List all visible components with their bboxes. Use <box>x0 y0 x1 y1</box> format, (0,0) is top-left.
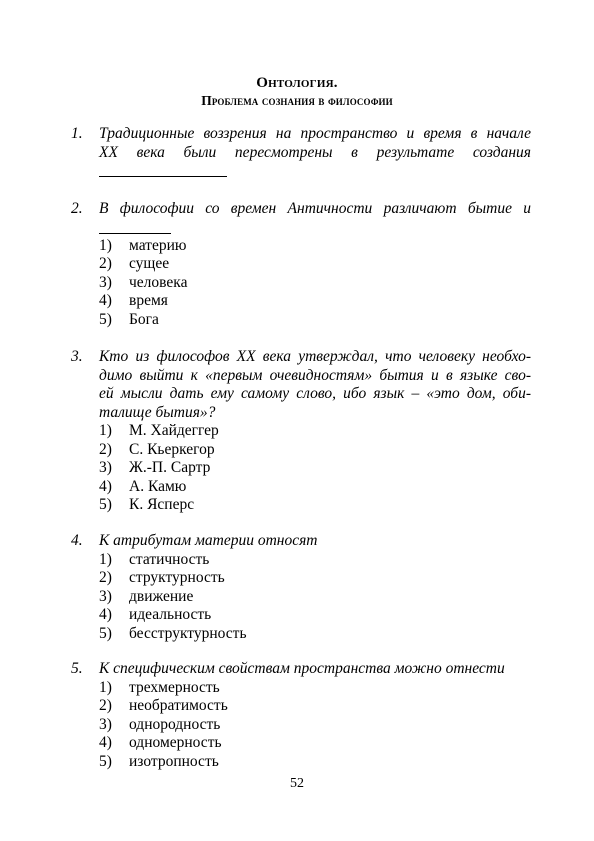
option-text: бесструктурность <box>129 624 247 642</box>
option-number: 3) <box>99 273 112 291</box>
option-number: 4) <box>99 292 112 310</box>
question-5 <box>71 660 531 771</box>
option-number: 2) <box>99 255 112 273</box>
option-text: С. Кьеркегор <box>129 440 215 458</box>
option-text: однородность <box>129 715 221 733</box>
option-item <box>99 606 531 625</box>
question-line: Кто из философов XX века утверждал, что человеку необхо- <box>99 348 531 365</box>
question-line: К атрибутам материи относят <box>99 532 318 549</box>
option-item <box>99 679 531 698</box>
option-text: М. Хайдеггер <box>129 422 219 439</box>
option-number: 3) <box>99 715 112 733</box>
option-item <box>99 292 531 311</box>
title-block <box>0 74 594 110</box>
page-title: Онтология. <box>256 75 338 91</box>
question-line: XX века были пересмотрены в результате создания <box>99 143 531 161</box>
option-text: изотропность <box>129 752 219 770</box>
option-list <box>99 422 531 515</box>
option-item <box>99 459 531 478</box>
option-number: 4) <box>99 477 112 495</box>
question-text <box>99 532 531 551</box>
question-line: ей мысли дать ему самому слово, ибо язык – «это дом, оби- <box>99 385 531 402</box>
option-text: структурность <box>129 569 225 587</box>
question-4 <box>71 532 531 643</box>
question-text <box>99 348 531 422</box>
option-item <box>99 255 531 274</box>
option-number: 2) <box>99 697 112 715</box>
option-text: Бога <box>129 310 159 328</box>
option-text: необратимость <box>129 697 228 715</box>
option-item <box>99 478 531 497</box>
question-line: Традиционные воззрения на пространство и время в начале <box>99 125 531 142</box>
option-item <box>99 734 531 753</box>
option-number: 5) <box>99 496 112 514</box>
option-text: время <box>129 292 168 310</box>
question-1 <box>71 125 531 182</box>
option-number: 4) <box>99 734 112 752</box>
option-text: человека <box>129 273 188 291</box>
option-number: 4) <box>99 606 112 624</box>
option-number: 5) <box>99 310 112 328</box>
option-list <box>99 237 531 330</box>
option-text: движение <box>129 587 194 605</box>
answer-blank-line <box>99 219 171 234</box>
option-item <box>99 422 531 441</box>
option-text: материю <box>129 236 187 254</box>
option-item <box>99 441 531 460</box>
option-text: статичность <box>129 550 210 568</box>
option-number: 1) <box>99 678 112 696</box>
option-item <box>99 588 531 607</box>
option-number: 3) <box>99 587 112 605</box>
option-item <box>99 496 531 515</box>
option-text: А. Камю <box>129 477 187 495</box>
question-line: К специфическим свойствам пространства можно отнести <box>99 660 505 677</box>
question-line: димо выйти к «первым очевидностям» бытия и в языке сво- <box>99 366 531 384</box>
option-text: Ж.-П. Сартр <box>129 459 211 477</box>
question-line: В философии со времен Античности различают бытие и <box>99 200 531 217</box>
option-number: 5) <box>99 752 112 770</box>
question-number: 2. <box>71 200 83 217</box>
option-number: 2) <box>99 440 112 458</box>
option-text: К. Ясперс <box>129 496 195 514</box>
option-item <box>99 311 531 330</box>
option-item <box>99 551 531 570</box>
option-item <box>99 237 531 256</box>
option-item <box>99 716 531 735</box>
option-text: идеальность <box>129 606 212 624</box>
option-item <box>99 274 531 293</box>
page-subtitle: Проблема сознания в философии <box>201 93 393 108</box>
option-number: 1) <box>99 550 112 568</box>
option-number: 1) <box>99 236 112 254</box>
question-text <box>99 200 531 237</box>
option-text: сущее <box>129 255 170 273</box>
answer-blank-row <box>99 162 531 182</box>
question-2 <box>71 200 531 329</box>
question-number: 4. <box>71 532 83 549</box>
answer-blank-row <box>99 219 531 237</box>
option-number: 5) <box>99 624 112 642</box>
page-number: 52 <box>290 776 304 791</box>
question-line: талище бытия»? <box>99 403 216 421</box>
question-text <box>99 125 531 182</box>
question-number: 1. <box>71 125 83 142</box>
option-number: 2) <box>99 569 112 587</box>
option-number: 3) <box>99 459 112 477</box>
answer-blank-line <box>99 162 227 177</box>
question-number: 5. <box>71 660 83 677</box>
option-item <box>99 697 531 716</box>
option-text: трехмерность <box>129 678 220 696</box>
option-item <box>99 625 531 644</box>
option-text: одномерность <box>129 734 222 752</box>
question-3 <box>71 348 531 515</box>
question-number: 3. <box>71 348 83 365</box>
question-text <box>99 660 531 679</box>
option-number: 1) <box>99 422 112 439</box>
option-item <box>99 753 531 772</box>
option-list <box>99 679 531 772</box>
option-item <box>99 569 531 588</box>
option-list <box>99 551 531 644</box>
